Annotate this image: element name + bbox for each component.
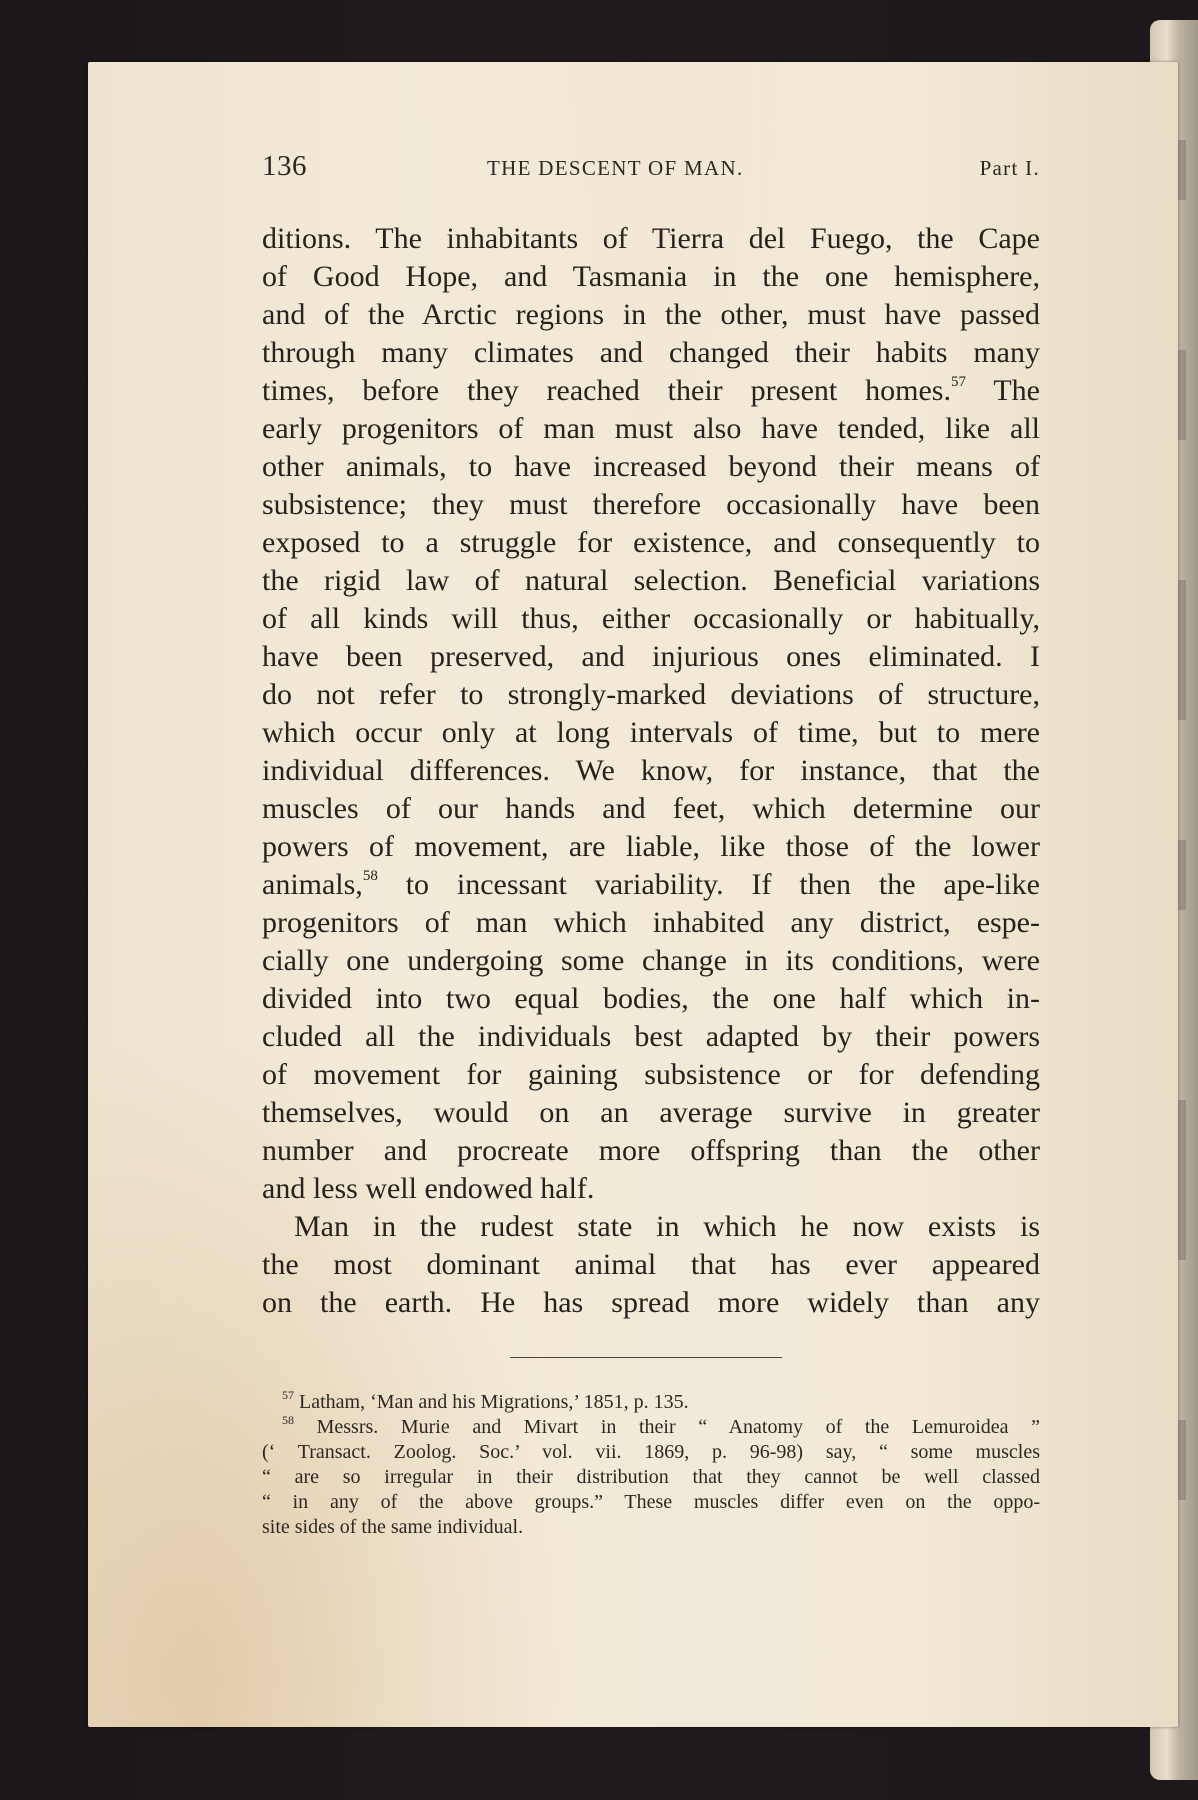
text-line: the rigid law of natural selection. Beneficial variations bbox=[262, 564, 1040, 597]
text-line: other animals, to have increased beyond their means of bbox=[262, 450, 1040, 483]
text-line: number and procreate more offspring than the other bbox=[262, 1134, 1040, 1167]
text-line: cluded all the individuals best adapted by their powers bbox=[262, 1020, 1040, 1053]
body-text bbox=[262, 220, 1040, 1322]
text-segment: The bbox=[965, 374, 1040, 407]
footnote-marker: 57 bbox=[282, 1388, 294, 1402]
page-number: 136 bbox=[262, 150, 307, 182]
footnote-57 bbox=[262, 1390, 1040, 1415]
text-segment: animals, bbox=[262, 868, 363, 901]
text-line: do not refer to strongly-marked deviations of structure, bbox=[262, 678, 1040, 711]
footnote-text: Messrs. Murie and Mivart in their “ Anatomy of the Lemuroidea ” bbox=[294, 1416, 1040, 1438]
footnotes bbox=[262, 1390, 1040, 1540]
text-line: exposed to a struggle for existence, and consequently to bbox=[262, 526, 1040, 559]
text-segment: to incessant variability. If then the ape-like bbox=[377, 868, 1040, 901]
text-line: and less well endowed half. bbox=[262, 1172, 595, 1205]
part-label: Part I. bbox=[979, 156, 1040, 180]
text-line: individual differences. We know, for instance, that the bbox=[262, 754, 1040, 787]
footnote-line: “ are so irregular in their distribution that they cannot be well classed bbox=[262, 1466, 1040, 1488]
text-line: progenitors of man which inhabited any district, espe- bbox=[262, 906, 1040, 939]
footnote-line: (‘ Transact. Zoolog. Soc.’ vol. vii. 1869, p. 96-98) say, “ some muscles bbox=[262, 1441, 1040, 1463]
text-line: on the earth. He has spread more widely than any bbox=[262, 1286, 1040, 1319]
text-line: of Good Hope, and Tasmania in the one hemisphere, bbox=[262, 260, 1040, 293]
text-segment: times, before they reached their present homes. bbox=[262, 374, 951, 407]
footnote-ref-57: 57 bbox=[950, 374, 966, 390]
text-line: have been preserved, and injurious ones eliminated. I bbox=[262, 640, 1040, 673]
text-line: through many climates and changed their habits many bbox=[262, 336, 1040, 369]
text-line: early progenitors of man must also have tended, like all bbox=[262, 412, 1040, 445]
text-line: the most dominant animal that has ever appeared bbox=[262, 1248, 1040, 1281]
text-line: muscles of our hands and feet, which determine our bbox=[262, 792, 1040, 825]
text-line: of movement for gaining subsistence or for defending bbox=[262, 1058, 1040, 1091]
text-line: subsistence; they must therefore occasionally have been bbox=[262, 488, 1040, 521]
footnote-marker: 58 bbox=[282, 1413, 294, 1427]
footnote-line: site sides of the same individual. bbox=[262, 1516, 524, 1538]
footnote-line: “ in any of the above groups.” These muscles differ even on the oppo- bbox=[262, 1491, 1040, 1513]
text-line: and of the Arctic regions in the other, must have passed bbox=[262, 298, 1040, 331]
footnote-ref-58: 58 bbox=[362, 868, 378, 884]
text-line: themselves, would on an average survive in greater bbox=[262, 1096, 1040, 1129]
text-line: powers of movement, are liable, like those of the lower bbox=[262, 830, 1040, 863]
text-line: Man in the rudest state in which he now exists is bbox=[294, 1210, 1040, 1243]
footnote-58 bbox=[262, 1415, 1040, 1440]
footnote-rule bbox=[510, 1357, 782, 1358]
running-title: THE DESCENT OF MAN. bbox=[487, 156, 744, 180]
text-line bbox=[262, 866, 1040, 904]
footnote-text: Latham, ‘Man and his Migrations,’ 1851, p. 135. bbox=[294, 1391, 689, 1413]
text-line: ditions. The inhabitants of Tierra del Fuego, the Cape bbox=[262, 222, 1040, 255]
page-header bbox=[262, 150, 1040, 190]
text-line bbox=[262, 372, 1040, 410]
text-line: which occur only at long intervals of time, but to mere bbox=[262, 716, 1040, 749]
text-line: cially one undergoing some change in its conditions, were bbox=[262, 944, 1040, 977]
text-line: divided into two equal bodies, the one half which in- bbox=[262, 982, 1040, 1015]
text-line: of all kinds will thus, either occasionally or habitually, bbox=[262, 602, 1040, 635]
